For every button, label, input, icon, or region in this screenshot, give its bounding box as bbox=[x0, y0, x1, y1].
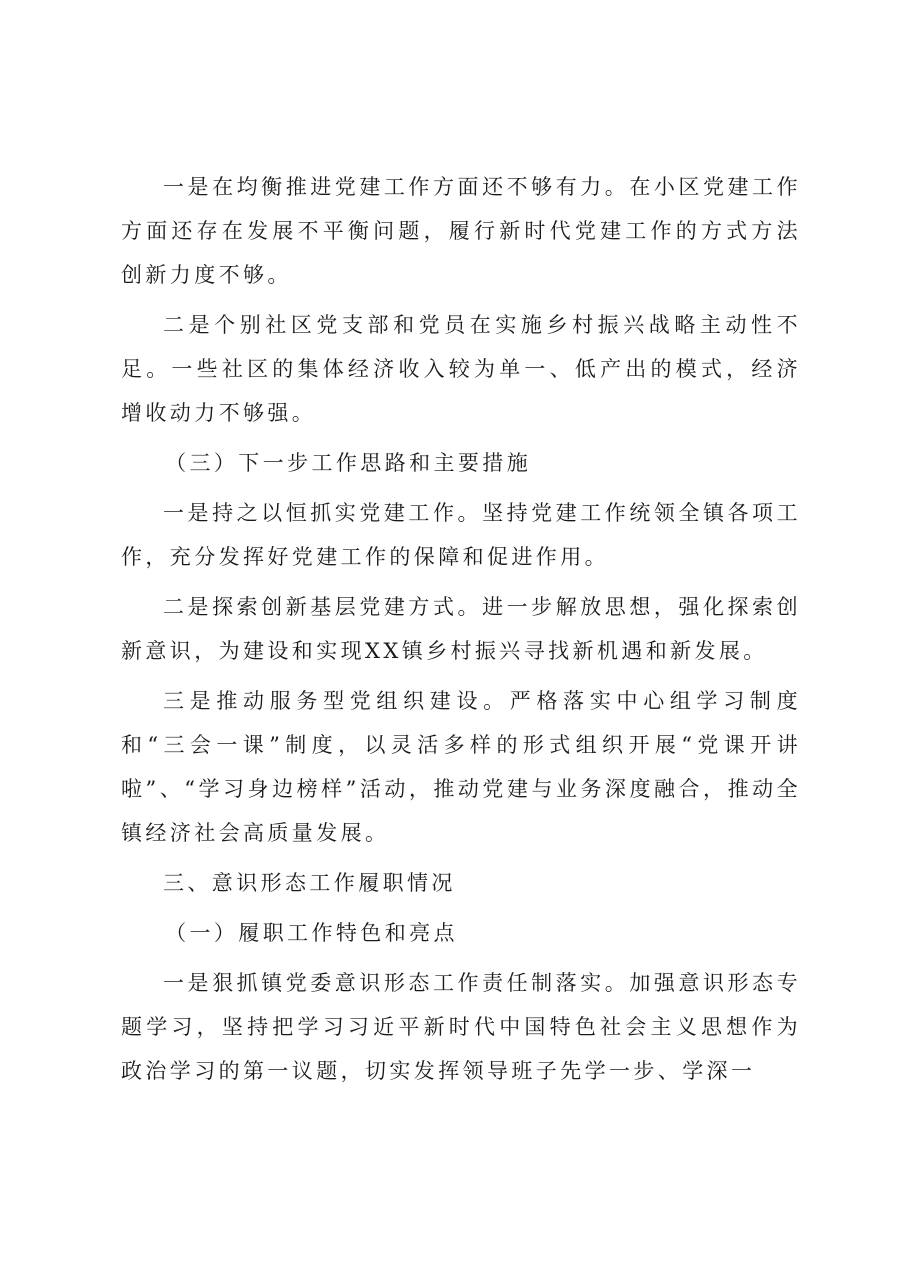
paragraph-measure-2: 二是探索创新基层党建方式。进一步解放思想，强化探索创新意识，为建设和实现XX镇乡村振兴寻找新机遇和新发展。 bbox=[121, 595, 801, 663]
document-body bbox=[121, 165, 801, 1099]
section-heading-highlights: （一）履职工作特色和亮点 bbox=[165, 921, 458, 945]
paragraph-problem-2: 二是个别社区党支部和党员在实施乡村振兴战略主动性不足。一些社区的集体经济收入较为单一、低产出的模式，经济增收动力不够强。 bbox=[121, 313, 801, 425]
paragraph-problem-1: 一是在均衡推进党建工作方面还不够有力。在小区党建工作方面还存在发展不平衡问题，履行新时代党建工作的方式方法创新力度不够。 bbox=[121, 175, 801, 287]
section-heading-next-steps: （三）下一步工作思路和主要措施 bbox=[165, 451, 532, 475]
paragraph-measure-3: 三是推动服务型党组织建设。严格落实中心组学习制度和“三会一课”制度，以灵活多样的形式组织开展“党课开讲啦”、“学习身边榜样”活动，推动党建与业务深度融合，推动全镇经济社会高质量发展。 bbox=[121, 689, 801, 845]
paragraph-highlight-1: 一是狠抓镇党委意识形态工作责任制落实。加强意识形态专题学习，坚持把学习习近平新时代中国特色社会主义思想作为政治学习的第一议题，切实发挥领导班子先学一步、学深一 bbox=[121, 971, 801, 1083]
section-heading-ideology: 三、意识形态工作履职情况 bbox=[163, 871, 456, 895]
paragraph-measure-1: 一是持之以恒抓实党建工作。坚持党建工作统领全镇各项工作，充分发挥好党建工作的保障和促进作用。 bbox=[121, 501, 801, 569]
